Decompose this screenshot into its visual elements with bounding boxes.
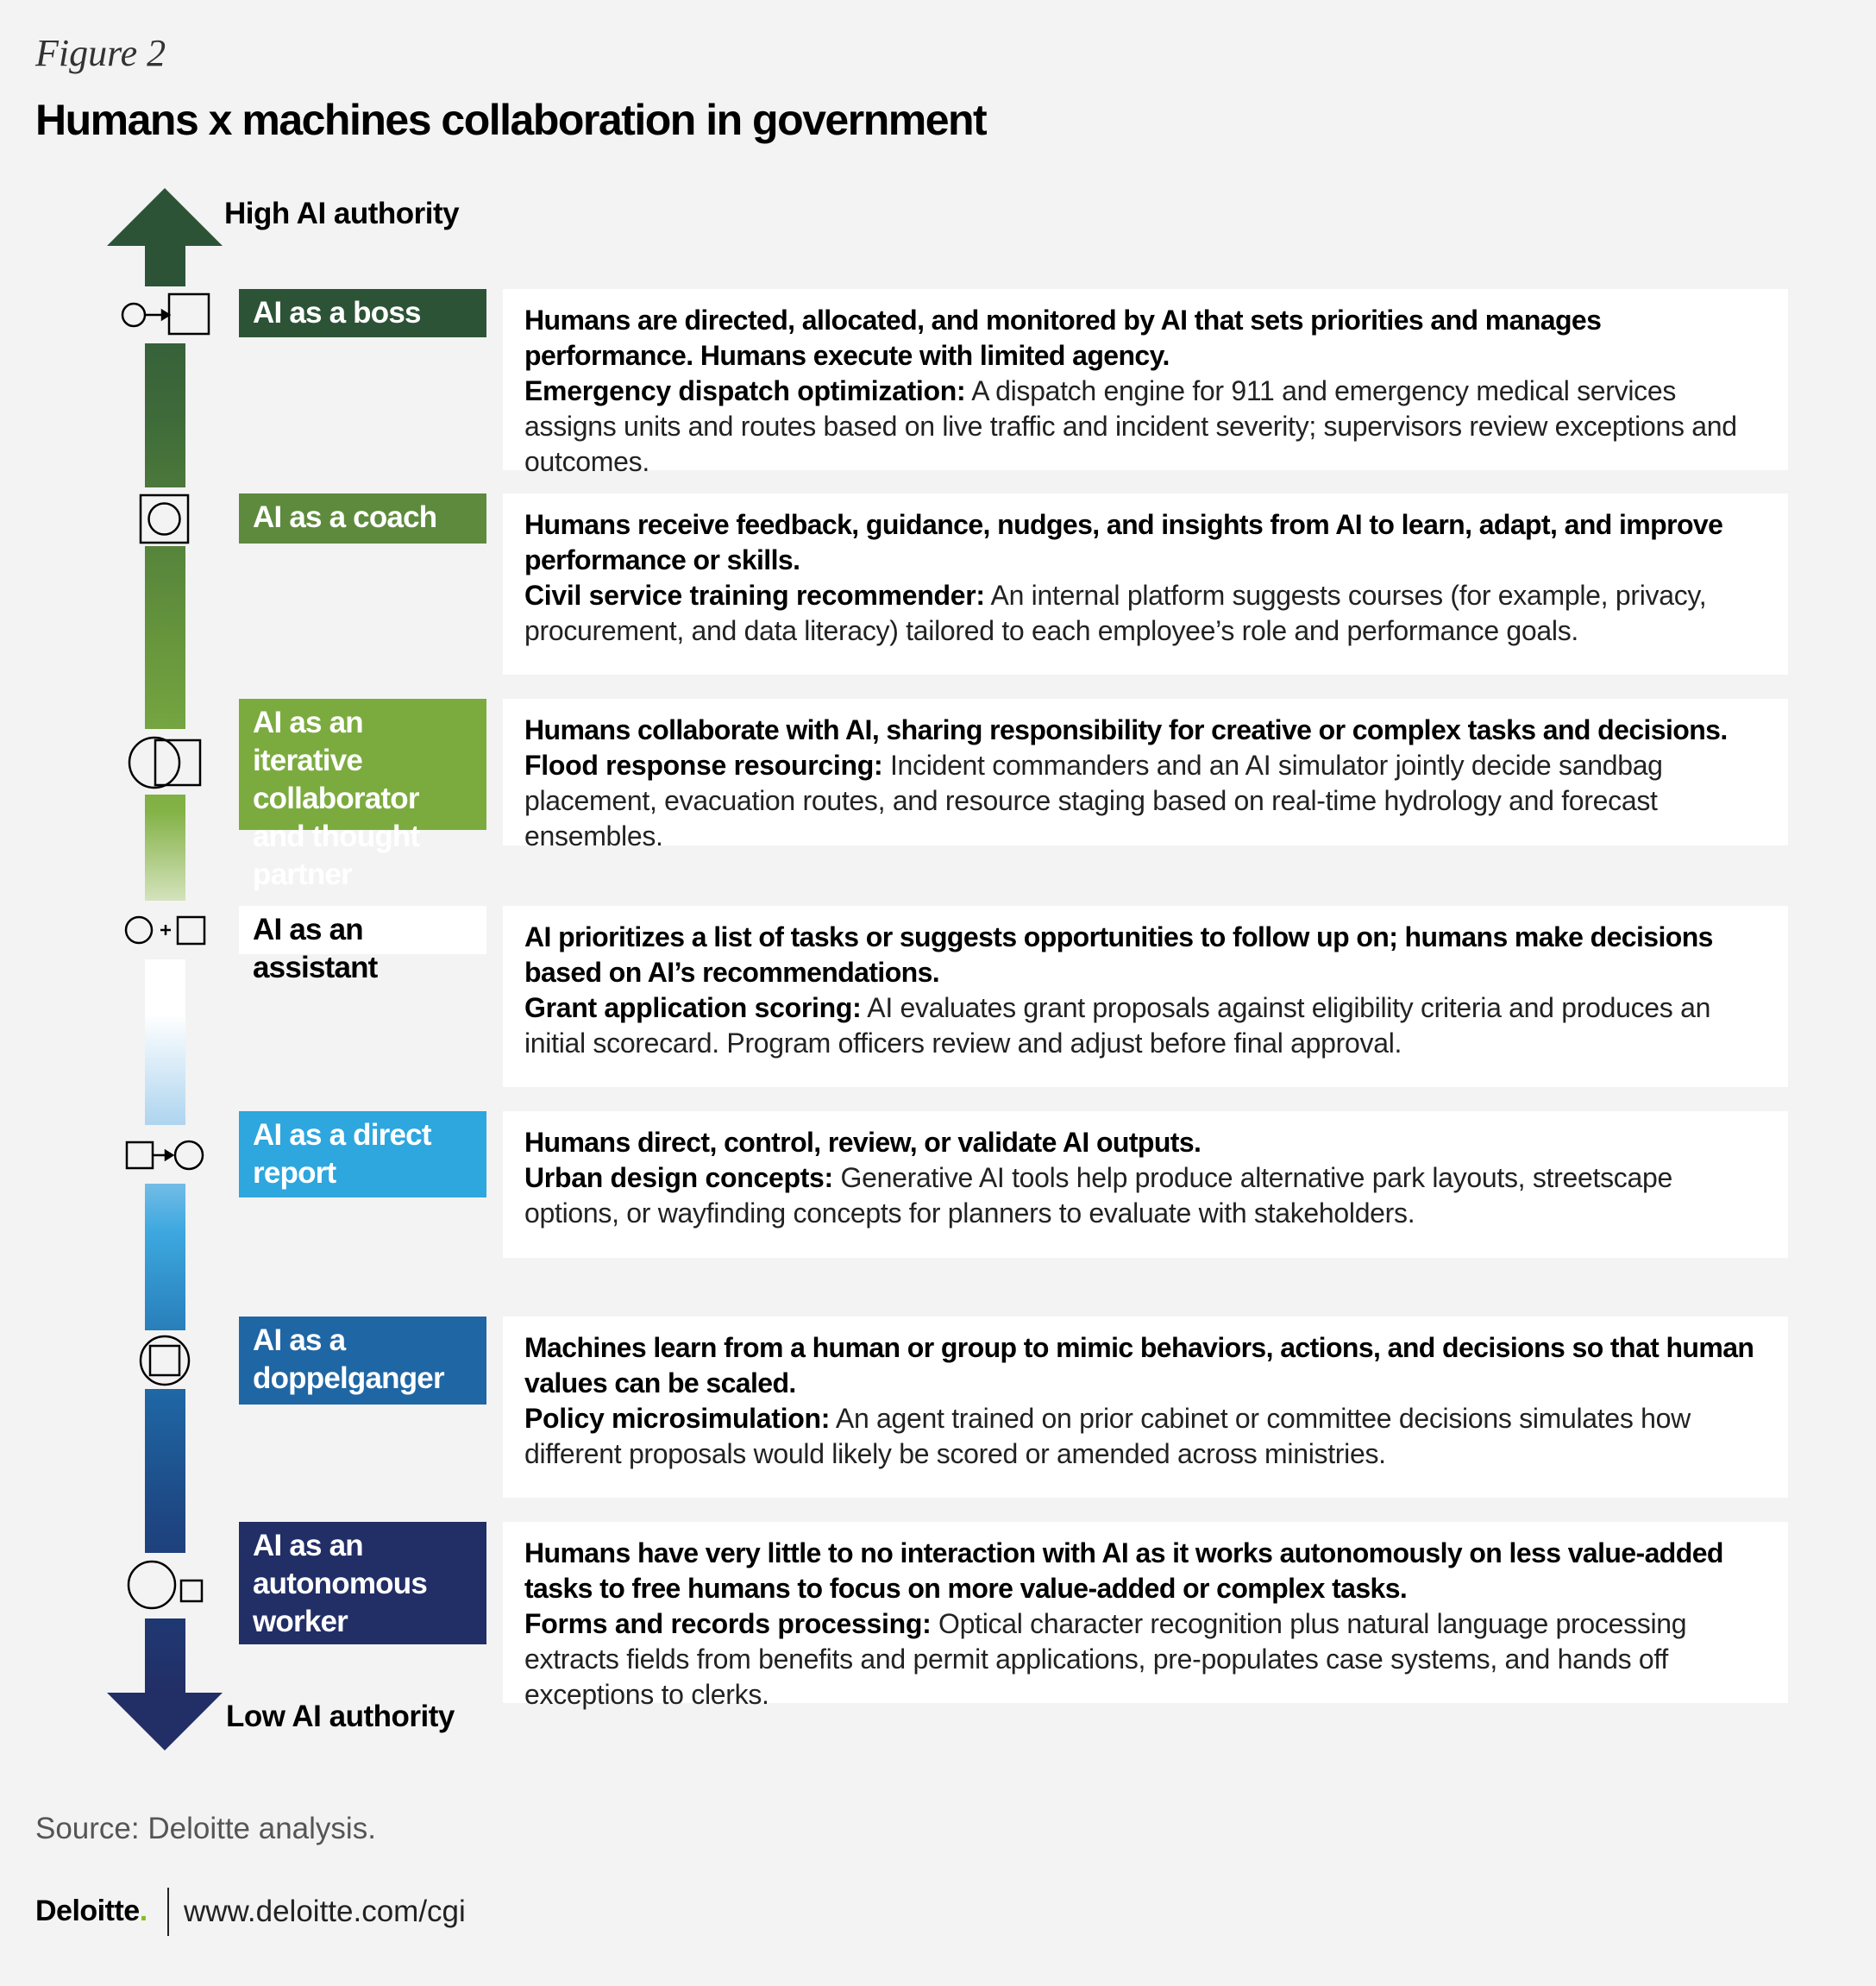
tag-ai-as-a-coach: AI as a coach: [239, 493, 486, 544]
tag-ai-as-a-boss: AI as a boss: [239, 289, 486, 337]
tag-ai-as-an-iterative-collaborator: AI as an iterative collaborator and thought partner: [239, 699, 486, 830]
axis-arrow-up: [107, 188, 223, 246]
brand-dot: .: [139, 1895, 147, 1927]
card-example: [524, 578, 1766, 649]
deloitte-logo: [35, 1895, 147, 1928]
card-ai-as-a-boss: [503, 289, 1788, 477]
tag-ai-as-a-doppelganger: AI as a doppelganger: [239, 1317, 486, 1405]
example-label: Urban design concepts:: [524, 1162, 833, 1193]
example-label: Flood response resourcing:: [524, 750, 883, 781]
axis-arrow-down: [107, 1693, 223, 1750]
high-ai-authority-label: High AI authority: [224, 197, 460, 230]
card-headline: Humans are directed, allocated, and monitored by AI that sets priorities and manages performance. Humans execute with limited agency.: [524, 305, 1602, 371]
card-ai-as-a-direct-report: [503, 1111, 1788, 1258]
card-ai-as-an-iterative-collaborator: [503, 699, 1788, 852]
brand-name: Deloitte: [35, 1895, 140, 1927]
example-text: Optical character recognition plus natural language processing extracts fields from benefits and permit applications, pre-populates case systems, and hands off exceptions to clerks.: [524, 1608, 1687, 1710]
tag-ai-as-a-direct-report: AI as a direct report: [239, 1111, 486, 1197]
example-label: Forms and records processing:: [524, 1608, 932, 1639]
card-example: [524, 374, 1766, 480]
low-ai-authority-label: Low AI authority: [226, 1700, 455, 1733]
example-text: Generative AI tools help produce alternative park layouts, streetscape options, or wayfinding concepts for planners to evaluate with stakeholders.: [524, 1162, 1672, 1229]
card-headline: Humans collaborate with AI, sharing responsibility for creative or complex tasks and decisions.: [524, 714, 1728, 745]
card-ai-as-a-doppelganger: [503, 1317, 1788, 1498]
card-example: [524, 1606, 1766, 1713]
figure-title: Humans x machines collaboration in government: [35, 96, 987, 144]
tag-ai-as-an-autonomous-worker: AI as an autonomous worker: [239, 1522, 486, 1644]
card-headline: AI prioritizes a list of tasks or suggests opportunities to follow up on; humans make decisions based on AI’s recommendations.: [524, 921, 1713, 988]
footer-divider: [167, 1888, 169, 1936]
card-example: [524, 748, 1766, 854]
figure-label: Figure 2: [35, 32, 166, 74]
example-text: An internal platform suggests courses (for example, privacy, procurement, and data literacy) tailored to each employee’s role and performance goals.: [524, 580, 1707, 646]
card-example: [524, 1401, 1766, 1472]
deloitte-url-link[interactable]: www.deloitte.com/cgi: [184, 1895, 466, 1928]
card-ai-as-an-assistant: [503, 906, 1788, 1087]
card-headline: Humans direct, control, review, or validate AI outputs.: [524, 1127, 1202, 1158]
source-note: Source: Deloitte analysis.: [35, 1812, 376, 1845]
example-text: A dispatch engine for 911 and emergency medical services assigns units and routes based on live traffic and incident severity; supervisors review exceptions and outcomes.: [524, 375, 1737, 477]
example-label: Grant application scoring:: [524, 992, 862, 1023]
example-label: Emergency dispatch optimization:: [524, 375, 966, 406]
example-label: Civil service training recommender:: [524, 580, 985, 611]
example-label: Policy microsimulation:: [524, 1403, 831, 1434]
example-text: Incident commanders and an AI simulator jointly decide sandbag placement, evacuation routes, and resource staging based on real-time hydrology and forecast ensembles.: [524, 750, 1663, 852]
axis-bar: [145, 246, 185, 1695]
card-headline: Machines learn from a human or group to mimic behaviors, actions, and decisions so that human values can be scaled.: [524, 1332, 1754, 1398]
card-ai-as-an-autonomous-worker: [503, 1522, 1788, 1710]
card-ai-as-a-coach: [503, 493, 1788, 675]
card-headline: Humans have very little to no interaction with AI as it works autonomously on less value-added tasks to free humans to focus on more value-added or complex tasks.: [524, 1537, 1723, 1604]
example-text: An agent trained on prior cabinet or committee decisions simulates how different proposals would likely be scored or amended across ministries.: [524, 1403, 1691, 1469]
card-example: [524, 990, 1766, 1061]
example-text: AI evaluates grant proposals against eligibility criteria and produces an initial scorecard. Program officers review and adjust before final approval.: [524, 992, 1711, 1059]
axis-arrow-up-stem: [145, 245, 185, 286]
tag-ai-as-an-assistant: AI as an assistant: [239, 906, 486, 954]
card-example: [524, 1160, 1766, 1231]
card-headline: Humans receive feedback, guidance, nudges, and insights from AI to learn, adapt, and improve performance or skills.: [524, 509, 1723, 575]
